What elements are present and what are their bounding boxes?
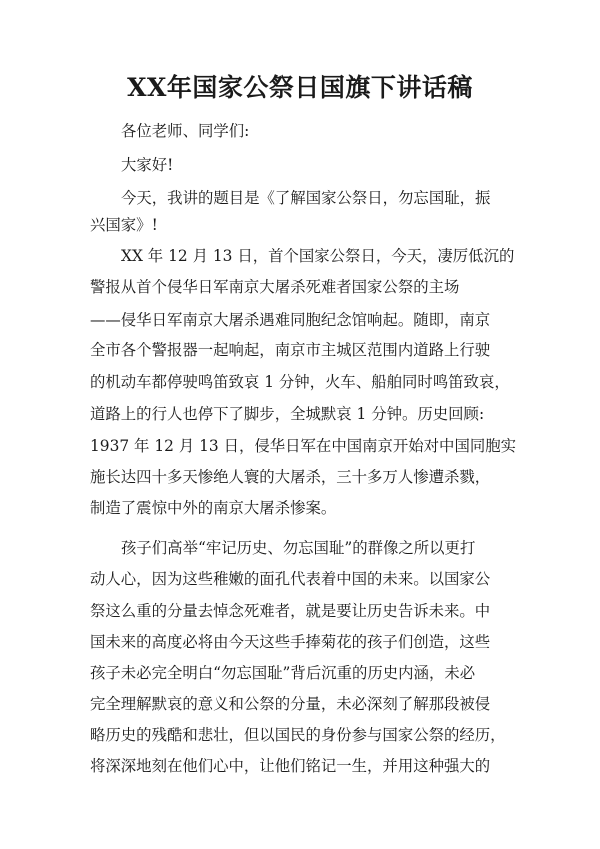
paragraph-line: 警报从首个侵华日军南京大屠杀死难者国家公祭的主场 bbox=[90, 278, 460, 296]
paragraph-line: 全市各个警报器一起响起，南京市主城区范围内道路上行驶 bbox=[90, 341, 491, 359]
paragraph-line: 动人心，因为这些稚嫩的面孔代表着中国的未来。以国家公 bbox=[90, 570, 491, 588]
paragraph-line: 将深深地刻在他们心中，让他们铭记一生，并用这种强大的 bbox=[90, 757, 491, 775]
paragraph-line: 兴国家》! bbox=[90, 216, 158, 234]
paragraph-line: 完全理解默哀的意义和公祭的分量，未必深刻了解那段被侵 bbox=[90, 695, 491, 713]
greeting-line: 各位老师、同学们: bbox=[121, 122, 250, 140]
paragraph-line: 孩子未必完全明白“勿忘国耻”背后沉重的历史内涵，未必 bbox=[90, 664, 476, 682]
paragraph-line: 今天，我讲的题目是《了解国家公祭日，勿忘国耻，振 bbox=[121, 189, 491, 207]
paragraph-line: 施长达四十多天惨绝人寰的大屠杀，三十多万人惨遭杀戮， bbox=[90, 468, 491, 486]
paragraph-line: 道路上的行人也停下了脚步，全城默哀 1 分钟。历史回顾: bbox=[90, 405, 485, 423]
greeting-line: 大家好! bbox=[121, 156, 174, 174]
paragraph-line: 略历史的残酷和悲壮，但以国民的身份参与国家公祭的经历， bbox=[90, 726, 506, 744]
paragraph-line: 1937 年 12 月 13 日，侵华日军在中国南京开始对中国同胞实 bbox=[90, 437, 517, 455]
paragraph-line: 祭这么重的分量去悼念死难者，就是要让历史告诉未来。中 bbox=[90, 602, 491, 620]
paragraph-line: ——侵华日军南京大屠杀遇难同胞纪念馆响起。随即，南京 bbox=[90, 311, 491, 329]
paragraph-line: XX 年 12 月 13 日，首个国家公祭日，今天，凄厉低沉的 bbox=[121, 247, 515, 265]
paragraph-line: 孩子们高举“牢记历史、勿忘国耻”的群像之所以更打 bbox=[121, 539, 476, 557]
paragraph-line: 制造了震惊中外的南京大屠杀惨案。 bbox=[90, 499, 337, 517]
paragraph-line: 的机动车都停驶鸣笛致哀 1 分钟，火车、船舶同时鸣笛致哀， bbox=[90, 373, 510, 391]
page-title: XX年国家公祭日国旗下讲话稿 bbox=[127, 73, 473, 102]
paragraph-line: 国未来的高度必将由今天这些手捧菊花的孩子们创造，这些 bbox=[90, 633, 491, 651]
